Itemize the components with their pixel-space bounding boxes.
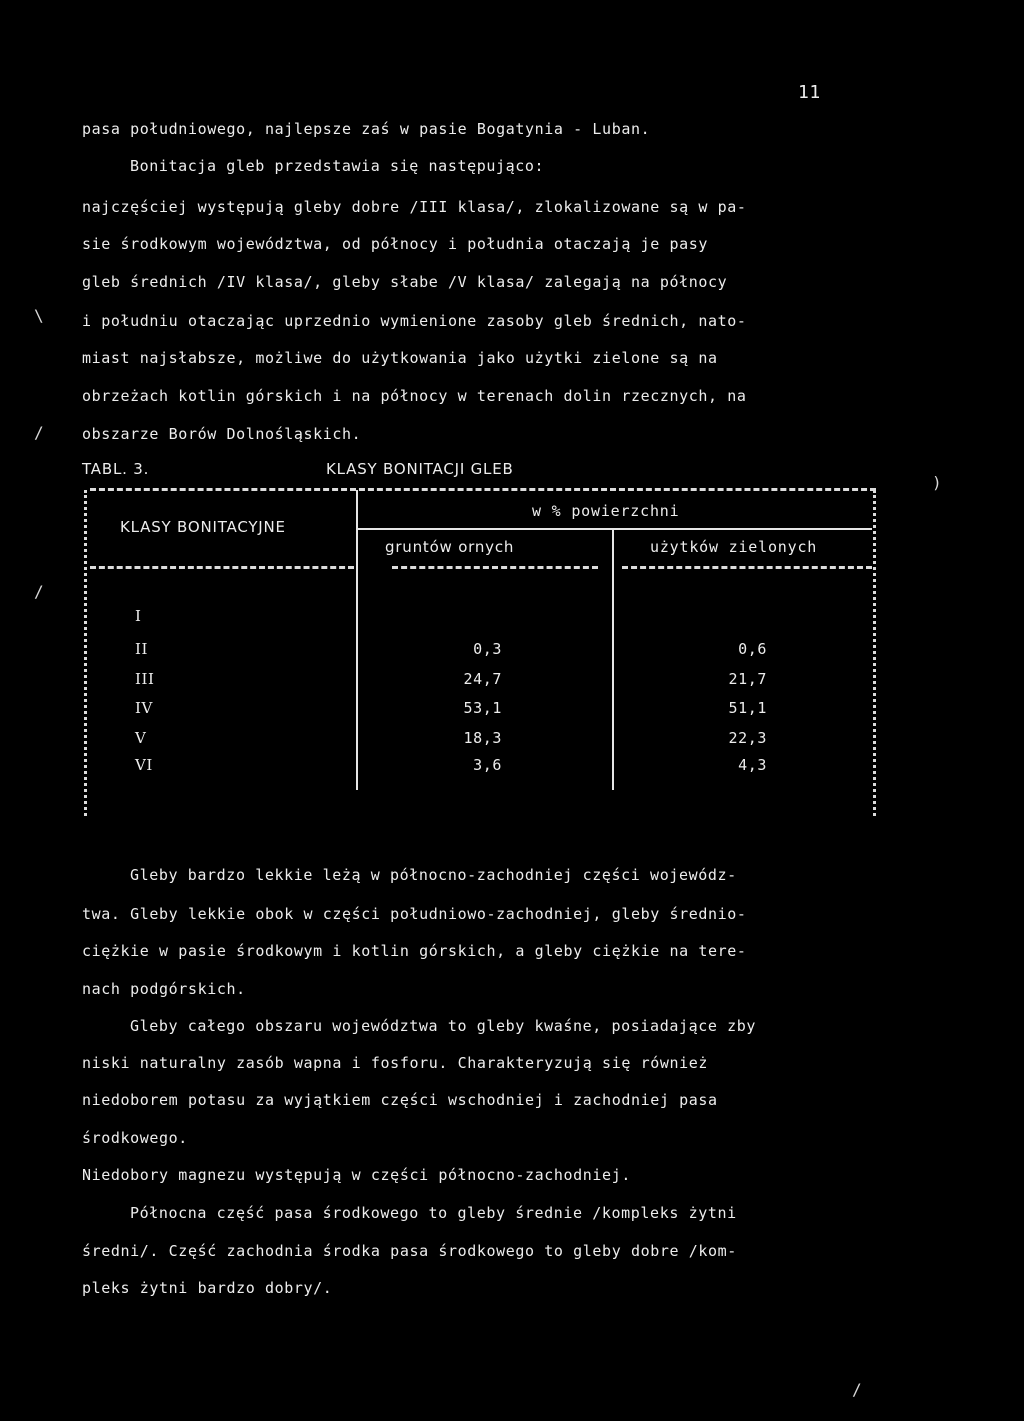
margin-mark: / xyxy=(852,1380,863,1399)
row-grassland-value: 0,6 xyxy=(738,640,767,658)
table-right-border xyxy=(873,490,876,816)
text-line: niski naturalny zasób wapna i fosforu. Charakteryzują się również xyxy=(82,1054,708,1072)
text-line: Gleby całego obszaru województwa to gleby kwaśne, posiadające zby xyxy=(130,1017,756,1035)
text-line: pasa południowego, najlepsze zaś w pasie Bogatynia - Luban. xyxy=(82,120,651,138)
row-class: II xyxy=(135,640,149,658)
text-line: i południu otaczając uprzednio wymienione zasoby gleb średnich, nato- xyxy=(82,312,747,330)
header-grassland: użytków zielonych xyxy=(650,538,818,556)
row-grassland-value: 4,3 xyxy=(738,756,767,774)
row-arable-value: 0,3 xyxy=(473,640,502,658)
table-title: KLASY BONITACJI GLEB xyxy=(326,460,514,478)
row-grassland-value: 21,7 xyxy=(728,670,767,688)
table-label: TABL. 3. xyxy=(82,460,150,478)
header-area: w % powierzchni xyxy=(532,502,680,520)
text-line: najczęściej występują gleby dobre /III klasa/, zlokalizowane są w pa- xyxy=(82,198,747,216)
table-top-border xyxy=(90,488,876,491)
header-rule-middle xyxy=(392,566,598,569)
row-class: I xyxy=(135,607,142,625)
text-line: obrzeżach kotlin górskich i na północy w terenach dolin rzecznych, na xyxy=(82,387,747,405)
margin-mark: \ xyxy=(34,306,45,325)
margin-mark: ) xyxy=(932,473,943,492)
text-line: niedoborem potasu za wyjątkiem części wschodniej i zachodniej pasa xyxy=(82,1091,718,1109)
page-number: 11 xyxy=(798,82,821,103)
text-line: miast najsłabsze, możliwe do użytkowania jako użytki zielone są na xyxy=(82,349,718,367)
row-class: IV xyxy=(135,699,153,717)
row-class: VI xyxy=(135,756,153,774)
text-line: obszarze Borów Dolnośląskich. xyxy=(82,425,362,443)
row-arable-value: 18,3 xyxy=(463,729,502,747)
text-line: Gleby bardzo lekkie leżą w północno-zachodniej części wojewódz- xyxy=(130,866,737,884)
header-classes: KLASY BONITACYJNE xyxy=(120,518,286,536)
text-line: środkowego. xyxy=(82,1129,188,1147)
row-arable-value: 3,6 xyxy=(473,756,502,774)
text-line: Niedobory magnezu występują w części północno-zachodniej. xyxy=(82,1166,631,1184)
text-line: gleb średnich /IV klasa/, gleby słabe /V klasa/ zalegają na północy xyxy=(82,273,728,291)
text-line: ciężkie w pasie środkowym i kotlin górskich, a gleby ciężkie na tere- xyxy=(82,942,747,960)
text-line: Bonitacja gleb przedstawia się następująco: xyxy=(130,157,545,175)
text-line: Północna część pasa środkowego to gleby średnie /kompleks żytni xyxy=(130,1204,737,1222)
text-line: sie środkowym województwa, od północy i południa otaczają je pasy xyxy=(82,235,708,253)
text-line: pleks żytni bardzo dobry/. xyxy=(82,1279,333,1297)
header-arable: gruntów ornych xyxy=(385,538,515,556)
column-divider-1 xyxy=(356,490,358,790)
row-arable-value: 53,1 xyxy=(463,699,502,717)
table-left-border xyxy=(84,490,87,816)
row-grassland-value: 51,1 xyxy=(728,699,767,717)
row-class: III xyxy=(135,670,155,688)
text-line: nach podgórskich. xyxy=(82,980,246,998)
text-line: średni/. Część zachodnia środka pasa środkowego to gleby dobre /kom- xyxy=(82,1242,737,1260)
margin-mark: / xyxy=(34,423,45,442)
row-arable-value: 24,7 xyxy=(463,670,502,688)
spanner-rule xyxy=(358,528,872,530)
margin-mark: / xyxy=(34,582,45,601)
header-rule-right xyxy=(622,566,872,569)
text-line: twa. Gleby lekkie obok w części południowo-zachodniej, gleby średnio- xyxy=(82,905,747,923)
header-rule-left xyxy=(90,566,354,569)
row-grassland-value: 22,3 xyxy=(728,729,767,747)
row-class: V xyxy=(135,729,147,747)
column-divider-2 xyxy=(612,530,614,790)
